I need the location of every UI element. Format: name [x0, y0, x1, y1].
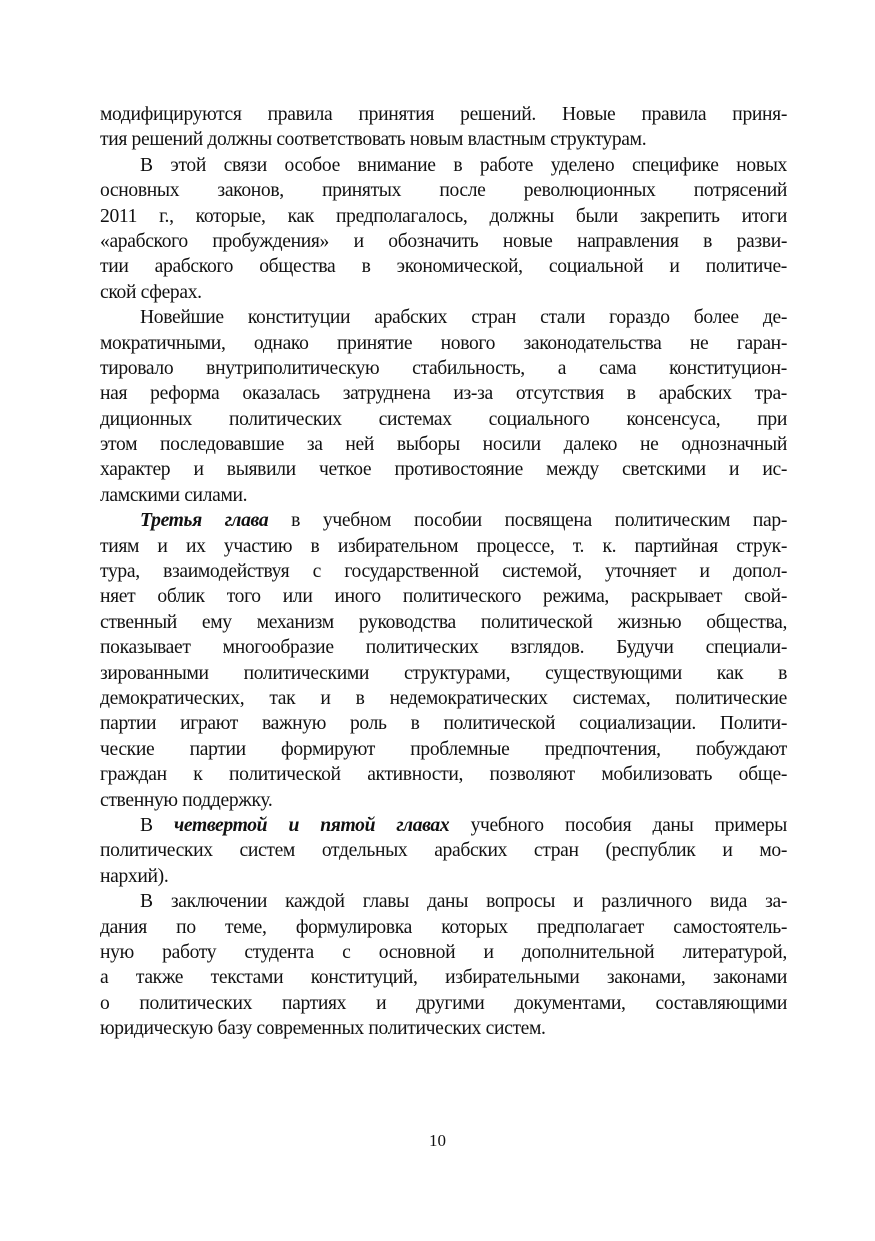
- line-text: няет облик того или иного политического режима, раскрывает свой-: [100, 586, 787, 608]
- text-line: [100, 534, 787, 559]
- line-text: В заключении каждой главы даны вопросы и различного вида за-: [140, 891, 787, 913]
- text-line: [100, 559, 787, 584]
- text-line: [100, 483, 787, 508]
- text-line: [100, 584, 787, 609]
- line-text: «арабского пробуждения» и обозначить новые направления в разви-: [100, 230, 787, 252]
- text-line: [100, 331, 787, 356]
- line-text: ственный ему механизм руководства политической жизнью общества,: [100, 611, 787, 633]
- text-line: [100, 305, 787, 330]
- line-text: в учебном пособии посвящена политическим пар-: [268, 510, 787, 532]
- line-text: ную работу студента с основной и дополнительной литературой,: [100, 941, 787, 963]
- text-line: [100, 153, 787, 178]
- line-text: Новейшие конституции арабских стран стали гораздо более де-: [140, 307, 787, 329]
- line-text: дания по теме, формулировка которых предполагает самостоятель-: [100, 916, 787, 938]
- line-text: диционных политических системах социального консенсуса, при: [100, 408, 787, 430]
- line-text: а также текстами конституций, избирательными законами, законами: [100, 967, 787, 989]
- paragraph: [100, 153, 787, 305]
- body-text: [100, 102, 787, 1041]
- text-line: [100, 991, 787, 1016]
- text-line: [100, 229, 787, 254]
- text-line: [100, 711, 787, 736]
- line-text: тии арабского общества в экономической, социальной и политиче-: [100, 256, 787, 278]
- text-line: [100, 635, 787, 660]
- text-line: [100, 788, 787, 813]
- text-line: [100, 432, 787, 457]
- text-line: [100, 254, 787, 279]
- line-text: основных законов, принятых после революционных потрясений: [100, 180, 787, 202]
- line-text: зированными политическими структурами, существующими как в: [100, 662, 787, 684]
- line-text: юридическую базу современных политических систем.: [100, 1018, 546, 1040]
- text-line: [100, 407, 787, 432]
- line-text: тия решений должны соответствовать новым властным структурам.: [100, 129, 647, 151]
- text-line: [100, 915, 787, 940]
- text-line: [100, 381, 787, 406]
- paragraph: [100, 305, 787, 508]
- line-text: ской сферах.: [100, 281, 202, 303]
- line-text: этом последовавшие за ней выборы носили далеко не однозначный: [100, 434, 787, 456]
- line-text: учебного пособия даны примеры: [449, 814, 787, 836]
- emphasized-chapter-ref: Третья глава: [140, 510, 269, 532]
- line-text: тура, взаимодействуя с государственной системой, уточняет и допол-: [100, 561, 787, 583]
- text-line: [100, 1016, 787, 1041]
- text-line: [100, 280, 787, 305]
- line-text: модифицируются правила принятия решений. Новые правила приня-: [100, 104, 787, 125]
- text-line: [100, 178, 787, 203]
- text-line: [100, 356, 787, 381]
- line-text: ламскими силами.: [100, 484, 248, 506]
- text-line: [100, 204, 787, 229]
- paragraph: [100, 102, 787, 153]
- line-text: политических систем отдельных арабских стран (республик и мо-: [100, 840, 787, 862]
- page-number: 10: [429, 1131, 446, 1150]
- paragraph: [100, 889, 787, 1041]
- text-line: [100, 838, 787, 863]
- line-text: партии играют важную роль в политической социализации. Полити-: [100, 713, 787, 735]
- paragraph: [100, 508, 787, 813]
- line-text: 2011 г., которые, как предполагалось, должны были закрепить итоги: [100, 205, 787, 227]
- text-line: [100, 864, 787, 889]
- line-text: тиям и их участию в избирательном процессе, т. к. партийная струк-: [100, 535, 787, 557]
- text-line: [100, 889, 787, 914]
- emphasized-chapter-ref: четвертой и пятой главах: [173, 814, 450, 836]
- paragraph: [100, 813, 787, 889]
- line-text: демократических, так и в недемократических системах, политические: [100, 687, 787, 709]
- text-line: [100, 737, 787, 762]
- line-text: тировало внутриполитическую стабильность, а сама конституцион-: [100, 357, 787, 379]
- text-line: [100, 965, 787, 990]
- line-text: нархий).: [100, 865, 169, 887]
- line-text: граждан к политической активности, позволяют мобилизовать обще-: [100, 764, 787, 786]
- text-line: [100, 661, 787, 686]
- text-line: [100, 813, 787, 838]
- line-text: ческие партии формируют проблемные предпочтения, побуждают: [100, 738, 787, 760]
- line-text: о политических партиях и другими документами, составляющими: [100, 992, 787, 1014]
- text-line: [100, 762, 787, 787]
- text-line: [100, 508, 787, 533]
- text-line: [100, 457, 787, 482]
- line-text: характер и выявили четкое противостояние между светскими и ис-: [100, 459, 787, 481]
- text-line: [100, 940, 787, 965]
- line-text: В этой связи особое внимание в работе уделено специфике новых: [140, 154, 787, 176]
- line-text: мократичными, однако принятие нового законодательства не гаран-: [100, 332, 787, 354]
- text-line: [100, 102, 787, 127]
- line-lead: В: [140, 814, 174, 836]
- text-line: [100, 127, 787, 152]
- line-text: показывает многообразие политических взглядов. Будучи специали-: [100, 637, 787, 659]
- text-line: [100, 686, 787, 711]
- text-line: [100, 610, 787, 635]
- line-text: ная реформа оказалась затруднена из-за отсутствия в арабских тра-: [100, 383, 787, 405]
- line-text: ственную поддержку.: [100, 789, 273, 811]
